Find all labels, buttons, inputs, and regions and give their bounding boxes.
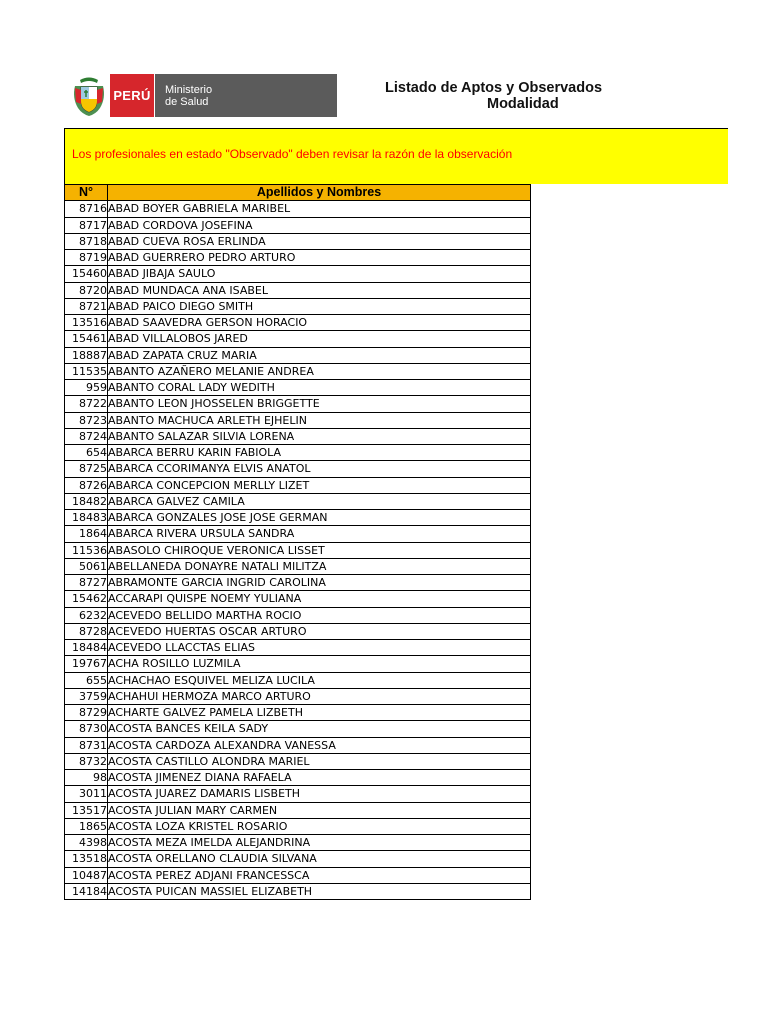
row-full-name: ABAD VILLALOBOS JARED (108, 331, 531, 347)
row-number: 8730 (65, 721, 108, 737)
row-full-name: ABAD JIBAJA SAULO (108, 266, 531, 282)
table-row (65, 493, 531, 509)
row-full-name: ACOSTA BANCES KEILA SADY (108, 721, 531, 737)
minsa-logo (72, 74, 337, 117)
table-row (65, 396, 531, 412)
row-full-name: ABARCA BERRU KARIN FABIOLA (108, 445, 531, 461)
row-full-name: ACOSTA PUICAN MASSIEL ELIZABETH (108, 883, 531, 899)
row-number: 8732 (65, 753, 108, 769)
row-number: 655 (65, 672, 108, 688)
table-row (65, 835, 531, 851)
table-row (65, 412, 531, 428)
applicants-table (64, 184, 531, 900)
notice-text: Los profesionales en estado "Observado" deben revisar la razón de la observación (72, 147, 513, 161)
row-number: 8723 (65, 412, 108, 428)
table-row (65, 802, 531, 818)
row-number: 8731 (65, 737, 108, 753)
table-row (65, 867, 531, 883)
column-header-name: Apellidos y Nombres (108, 185, 531, 201)
document-subtitle: Modalidad (487, 96, 559, 112)
table-row (65, 201, 531, 217)
table-row (65, 233, 531, 249)
row-number: 18887 (65, 347, 108, 363)
row-number: 10487 (65, 867, 108, 883)
row-full-name: ACOSTA MEZA IMELDA ALEJANDRINA (108, 835, 531, 851)
row-full-name: ACOSTA JUAREZ DAMARIS LISBETH (108, 786, 531, 802)
row-full-name: ACOSTA PEREZ ADJANI FRANCESSCA (108, 867, 531, 883)
row-number: 18482 (65, 493, 108, 509)
row-full-name: ACOSTA JULIAN MARY CARMEN (108, 802, 531, 818)
table-row (65, 445, 531, 461)
row-number: 8716 (65, 201, 108, 217)
row-full-name: ABARCA GALVEZ CAMILA (108, 493, 531, 509)
row-number: 8717 (65, 217, 108, 233)
row-number: 6232 (65, 607, 108, 623)
row-full-name: ABANTO CORAL LADY WEDITH (108, 380, 531, 396)
row-number: 5061 (65, 558, 108, 574)
row-full-name: ABAD ZAPATA CRUZ MARIA (108, 347, 531, 363)
peru-coat-of-arms-icon (72, 74, 106, 117)
table-row (65, 883, 531, 899)
table-row (65, 380, 531, 396)
table-row (65, 282, 531, 298)
row-full-name: ABELLANEDA DONAYRE NATALI MILITZA (108, 558, 531, 574)
row-number: 8718 (65, 233, 108, 249)
row-number: 654 (65, 445, 108, 461)
row-full-name: ABANTO SALAZAR SILVIA LORENA (108, 428, 531, 444)
row-number: 13517 (65, 802, 108, 818)
row-number: 1865 (65, 818, 108, 834)
table-row (65, 298, 531, 314)
row-full-name: ABANTO MACHUCA ARLETH EJHELIN (108, 412, 531, 428)
table-row (65, 510, 531, 526)
row-number: 11536 (65, 542, 108, 558)
row-full-name: ACEVEDO LLACCTAS ELIAS (108, 640, 531, 656)
row-number: 8726 (65, 477, 108, 493)
table-row (65, 672, 531, 688)
table-row (65, 542, 531, 558)
table-row (65, 753, 531, 769)
row-full-name: ABAD CORDOVA JOSEFINA (108, 217, 531, 233)
table-row (65, 347, 531, 363)
document-title: Listado de Aptos y Observados (385, 80, 603, 96)
row-number: 15461 (65, 331, 108, 347)
table-row (65, 640, 531, 656)
column-header-number: N° (65, 185, 108, 201)
table-row (65, 770, 531, 786)
row-number: 4398 (65, 835, 108, 851)
table-row (65, 266, 531, 282)
table-row (65, 786, 531, 802)
row-number: 14184 (65, 883, 108, 899)
row-full-name: ABARCA GONZALES JOSE JOSE GERMAN (108, 510, 531, 526)
table-row (65, 428, 531, 444)
table-row (65, 331, 531, 347)
table-row (65, 688, 531, 704)
table-row (65, 217, 531, 233)
notice-banner (64, 128, 728, 184)
table-header-row (65, 185, 531, 201)
table-row (65, 250, 531, 266)
brand-ministry-line1: Ministerio (165, 83, 213, 96)
row-full-name: ABAD SAAVEDRA GERSON HORACIO (108, 315, 531, 331)
row-number: 8719 (65, 250, 108, 266)
row-number: 13516 (65, 315, 108, 331)
row-number: 13518 (65, 851, 108, 867)
table-row (65, 818, 531, 834)
table-row (65, 526, 531, 542)
table-row (65, 558, 531, 574)
table-row (65, 623, 531, 639)
row-full-name: ACHACHAO ESQUIVEL MELIZA LUCILA (108, 672, 531, 688)
row-number: 8727 (65, 575, 108, 591)
row-number: 19767 (65, 656, 108, 672)
row-number: 959 (65, 380, 108, 396)
row-full-name: ACHA ROSILLO LUZMILA (108, 656, 531, 672)
row-full-name: ABRAMONTE GARCIA INGRID CAROLINA (108, 575, 531, 591)
row-full-name: ACOSTA CASTILLO ALONDRA MARIEL (108, 753, 531, 769)
row-full-name: ABAD MUNDACA ANA ISABEL (108, 282, 531, 298)
row-number: 8724 (65, 428, 108, 444)
row-full-name: ACOSTA JIMENEZ DIANA RAFAELA (108, 770, 531, 786)
row-number: 8729 (65, 705, 108, 721)
row-full-name: ACOSTA LOZA KRISTEL ROSARIO (108, 818, 531, 834)
row-number: 15460 (65, 266, 108, 282)
row-full-name: ABAD CUEVA ROSA ERLINDA (108, 233, 531, 249)
row-full-name: ACEVEDO HUERTAS OSCAR ARTURO (108, 623, 531, 639)
table-row (65, 461, 531, 477)
row-number: 98 (65, 770, 108, 786)
row-full-name: ABAD GUERRERO PEDRO ARTURO (108, 250, 531, 266)
table-row (65, 721, 531, 737)
table-row (65, 315, 531, 331)
row-number: 3759 (65, 688, 108, 704)
row-full-name: ABASOLO CHIROQUE VERONICA LISSET (108, 542, 531, 558)
row-full-name: ABARCA RIVERA URSULA SANDRA (108, 526, 531, 542)
row-number: 1864 (65, 526, 108, 542)
row-number: 15462 (65, 591, 108, 607)
row-full-name: ACCARAPI QUISPE NOEMY YULIANA (108, 591, 531, 607)
row-number: 8720 (65, 282, 108, 298)
row-number: 18484 (65, 640, 108, 656)
brand-country: PERÚ (110, 74, 154, 117)
brand-ministry (154, 74, 337, 117)
table-row (65, 363, 531, 379)
row-full-name: ABAD PAICO DIEGO SMITH (108, 298, 531, 314)
table-row (65, 851, 531, 867)
table-row (65, 575, 531, 591)
row-full-name: ACHAHUI HERMOZA MARCO ARTURO (108, 688, 531, 704)
table-row (65, 477, 531, 493)
row-number: 8722 (65, 396, 108, 412)
row-full-name: ACEVEDO BELLIDO MARTHA ROCIO (108, 607, 531, 623)
row-full-name: ABARCA CONCEPCION MERLLY LIZET (108, 477, 531, 493)
row-number: 3011 (65, 786, 108, 802)
table-row (65, 656, 531, 672)
row-number: 8725 (65, 461, 108, 477)
brand-ministry-line2: de Salud (165, 95, 209, 108)
row-full-name: ACOSTA ORELLANO CLAUDIA SILVANA (108, 851, 531, 867)
row-full-name: ABANTO LEON JHOSSELEN BRIGGETTE (108, 396, 531, 412)
table-row (65, 705, 531, 721)
row-full-name: ACHARTE GALVEZ PAMELA LIZBETH (108, 705, 531, 721)
row-number: 8721 (65, 298, 108, 314)
row-number: 8728 (65, 623, 108, 639)
table-row (65, 737, 531, 753)
row-full-name: ABANTO AZAÑERO MELANIE ANDREA (108, 363, 531, 379)
row-number: 11535 (65, 363, 108, 379)
table-row (65, 607, 531, 623)
row-full-name: ABARCA CCORIMANYA ELVIS ANATOL (108, 461, 531, 477)
row-number: 18483 (65, 510, 108, 526)
row-full-name: ABAD BOYER GABRIELA MARIBEL (108, 201, 531, 217)
row-full-name: ACOSTA CARDOZA ALEXANDRA VANESSA (108, 737, 531, 753)
table-row (65, 591, 531, 607)
